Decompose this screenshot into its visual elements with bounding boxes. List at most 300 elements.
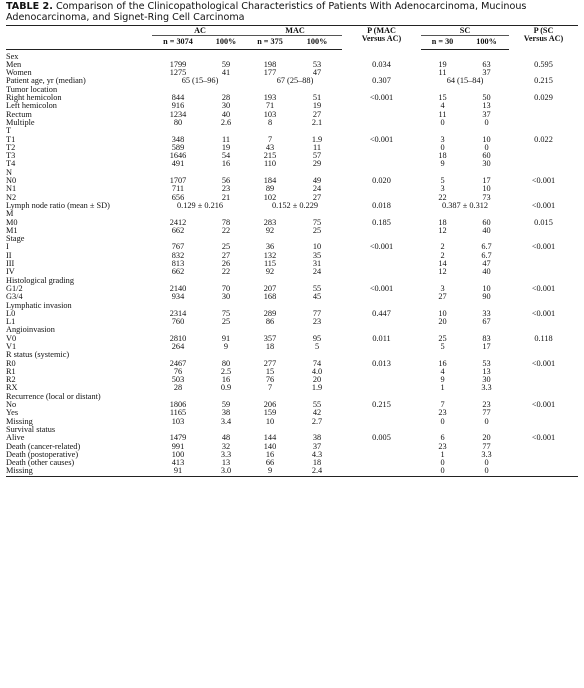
p-mac-value <box>342 252 421 260</box>
row-label: G1/2 <box>6 283 23 293</box>
section-header-row <box>6 426 578 434</box>
ac-count: 934 <box>171 292 185 302</box>
row-label: N2 <box>6 192 17 202</box>
p-mac-value <box>342 418 421 426</box>
ac-percent: 2.6 <box>220 117 232 127</box>
ac-percent: 11 <box>222 134 230 144</box>
mac-count: 15 <box>265 366 275 376</box>
sc-percent: 53 <box>482 358 491 368</box>
sc-percent: 0 <box>484 142 489 152</box>
mac-percent: 57 <box>312 151 322 161</box>
table-row <box>6 360 578 368</box>
header-group-mac: MAC <box>248 26 342 36</box>
sc-count: 3 <box>440 134 445 144</box>
sc-percent: 6.7 <box>481 250 492 260</box>
ac-percent: 3.4 <box>220 416 232 426</box>
sc-count: 15 <box>438 93 447 103</box>
mac-count: 76 <box>265 375 275 385</box>
p-mac-value <box>342 343 421 351</box>
row-label: T3 <box>6 151 16 161</box>
sc-count: 5 <box>440 176 445 186</box>
p-mac-value <box>342 409 421 417</box>
ac-count: 2412 <box>169 217 187 227</box>
ac-count: 1707 <box>169 176 187 186</box>
mac-count: 110 <box>263 159 277 169</box>
section-header-row <box>6 235 578 243</box>
p-sc-value: 0.029 <box>534 93 553 103</box>
table-title: Comparison of the Clinicopathological Characteristics of Patients With Adenocarcinoma, Mucinous Adenocarcinoma, and Signet-Ring Cell Carcinoma <box>6 1 527 23</box>
p-mac-value <box>342 376 421 384</box>
mac-count: 16 <box>265 449 275 459</box>
mac-percent: 2.1 <box>311 117 323 127</box>
row-label: III <box>6 259 15 269</box>
mac-count: 207 <box>263 283 277 293</box>
ac-count: 916 <box>171 101 185 111</box>
header-group-sc: SC <box>421 26 509 36</box>
table-row <box>6 185 578 193</box>
p-mac-value <box>342 318 421 326</box>
ac-count: 264 <box>171 341 185 351</box>
sc-count: 3 <box>440 283 445 293</box>
mac-percent: 37 <box>312 441 322 451</box>
p-sc-value <box>509 467 578 476</box>
p-sc-value: <0.001 <box>531 200 556 210</box>
row-label: Women <box>6 68 32 78</box>
row-label: Rectum <box>6 109 32 119</box>
ac-percent: 25 <box>221 242 231 252</box>
ac-percent: 26 <box>221 259 231 269</box>
table-header <box>6 26 578 50</box>
mac-count: 71 <box>265 101 275 111</box>
sc-percent: 60 <box>482 151 491 161</box>
ac-count: 80 <box>173 117 183 127</box>
mac-count: 206 <box>263 400 277 410</box>
p-sc-value <box>509 459 578 467</box>
mac-percent: 35 <box>312 250 322 260</box>
sc-count: 10 <box>438 308 447 318</box>
sc-count: 9 <box>440 159 445 169</box>
section-label: Recurrence (local or distant) <box>6 391 101 401</box>
mac-count: 144 <box>263 433 277 443</box>
ac-count: 662 <box>171 225 185 235</box>
sc-percent: 17 <box>482 176 491 186</box>
table-row <box>6 268 578 276</box>
row-label: Alive <box>6 433 25 443</box>
p-sc-value <box>509 384 578 392</box>
p-mac-value <box>342 111 421 119</box>
ac-count: 767 <box>171 242 185 252</box>
mac-count: 168 <box>263 292 277 302</box>
header-p-mac <box>342 26 421 50</box>
p-mac-value <box>342 102 421 110</box>
header-n-mac: n = 375 <box>248 36 292 49</box>
section-label: R status (systemic) <box>6 350 70 360</box>
sc-percent: 3.3 <box>481 383 492 393</box>
section-header-row <box>6 169 578 177</box>
ac-percent: 13 <box>221 458 231 468</box>
row-label: V0 <box>6 333 17 343</box>
sc-count: 7 <box>440 400 445 410</box>
p-mac-value <box>342 144 421 152</box>
mac-count: 86 <box>265 317 275 327</box>
header-blank <box>6 26 152 36</box>
header-blank-2 <box>6 36 152 49</box>
ac-percent: 23 <box>221 184 231 194</box>
p-mac-value <box>342 185 421 193</box>
ac-percent: 27 <box>221 250 231 260</box>
table-row <box>6 310 578 318</box>
row-label: M1 <box>6 225 18 235</box>
mac-count: 177 <box>263 68 277 78</box>
mac-percent: 55 <box>312 283 322 293</box>
sc-percent: 77 <box>482 408 491 418</box>
p-mac-value <box>342 152 421 160</box>
sc-count: 2 <box>440 250 445 260</box>
table-row <box>6 418 578 426</box>
mac-percent: 25 <box>312 225 322 235</box>
ac-value: 0.129 ± 0.216 <box>176 200 224 210</box>
p-sc-value <box>509 443 578 451</box>
ac-count: 103 <box>171 416 185 426</box>
p-sc-value <box>509 111 578 119</box>
table-row <box>6 409 578 417</box>
row-label: Yes <box>6 408 19 418</box>
mac-percent: 29 <box>312 159 322 169</box>
header-p-sc-line2: Versus AC) <box>523 34 564 44</box>
section-label: Histological grading <box>6 275 74 285</box>
sc-percent: 77 <box>482 441 491 451</box>
ac-percent: 28 <box>221 93 231 103</box>
ac-count: 503 <box>171 375 185 385</box>
p-sc-value: <0.001 <box>531 176 556 186</box>
table-body <box>6 49 578 476</box>
sc-value: 0.387 ± 0.312 <box>441 200 489 210</box>
table-row <box>6 77 578 85</box>
p-mac-value: 0.307 <box>372 76 391 86</box>
table-row <box>6 451 578 459</box>
p-sc-value <box>509 102 578 110</box>
header-group-ac: AC <box>152 26 248 36</box>
ac-count: 91 <box>173 466 183 476</box>
section-header-row <box>6 86 578 94</box>
table-row <box>6 335 578 343</box>
ac-count: 991 <box>171 441 185 451</box>
section-label: Lymphatic invasion <box>6 300 72 310</box>
table-row <box>6 177 578 185</box>
table-row <box>6 293 578 301</box>
sc-percent: 83 <box>482 333 491 343</box>
header-p-mac-line1: P (MAC <box>367 26 396 35</box>
ac-count: 760 <box>171 317 185 327</box>
sc-percent: 40 <box>482 225 491 235</box>
sc-count: 0 <box>440 117 445 127</box>
mac-percent: 74 <box>312 358 322 368</box>
mac-count: 66 <box>265 458 275 468</box>
sc-count: 3 <box>440 184 445 194</box>
ac-percent: 59 <box>221 400 231 410</box>
ac-count: 2140 <box>169 283 187 293</box>
mac-percent: 2.7 <box>311 416 323 426</box>
p-sc-value: <0.001 <box>531 400 556 410</box>
table-label: TABLE 2. <box>6 1 53 12</box>
ac-count: 844 <box>171 93 185 103</box>
ac-count: 656 <box>171 192 185 202</box>
ac-percent: 9 <box>223 341 229 351</box>
sc-percent: 30 <box>482 375 491 385</box>
mac-count: 193 <box>263 93 277 103</box>
section-header-row <box>6 302 578 310</box>
row-label: Missing <box>6 416 33 426</box>
p-mac-value: <0.001 <box>369 283 394 293</box>
row-label: N1 <box>6 184 17 194</box>
sc-percent: 67 <box>482 317 491 327</box>
p-mac-value: 0.013 <box>372 358 391 368</box>
ac-percent: 70 <box>221 283 231 293</box>
ac-count: 1799 <box>169 59 187 69</box>
p-sc-value: 0.595 <box>534 59 553 69</box>
section-header-row <box>6 277 578 285</box>
p-mac-value: 0.011 <box>372 333 391 343</box>
section-label: Sex <box>6 51 19 61</box>
row-label: M0 <box>6 217 18 227</box>
row-label: L0 <box>6 308 16 318</box>
p-mac-value: 0.447 <box>372 308 391 318</box>
p-mac-value <box>342 293 421 301</box>
sc-percent: 17 <box>482 341 491 351</box>
p-mac-value: 0.005 <box>372 433 391 443</box>
p-mac-value: 0.018 <box>372 200 391 210</box>
mac-count: 215 <box>263 151 277 161</box>
sc-percent: 3.3 <box>481 449 492 459</box>
row-label: Left hemicolon <box>6 101 57 111</box>
row-label: Multiple <box>6 117 35 127</box>
mac-count: 92 <box>265 225 275 235</box>
ac-count: 2314 <box>169 308 187 318</box>
sc-percent: 0 <box>484 117 489 127</box>
table-row <box>6 318 578 326</box>
sc-count: 25 <box>438 333 447 343</box>
ac-percent: 78 <box>221 217 231 227</box>
p-sc-value: <0.001 <box>531 242 556 252</box>
mac-percent: 5 <box>314 341 320 351</box>
sc-count: 2 <box>440 242 445 252</box>
table-row <box>6 136 578 144</box>
mac-value: 0.152 ± 0.229 <box>271 200 319 210</box>
p-mac-value: 0.215 <box>372 400 391 410</box>
p-sc-value: <0.001 <box>531 433 556 443</box>
ac-count: 832 <box>171 250 185 260</box>
header-pct-mac: 100% <box>292 36 342 49</box>
mac-count: 89 <box>265 184 275 194</box>
ac-percent: 40 <box>221 109 231 119</box>
row-label: G3/4 <box>6 292 23 302</box>
mac-percent: 23 <box>312 317 322 327</box>
table-row <box>6 343 578 351</box>
ac-percent: 56 <box>221 176 231 186</box>
table-row <box>6 61 578 69</box>
sc-value: 64 (15–84) <box>446 76 484 86</box>
p-sc-value: 0.215 <box>534 76 553 86</box>
ac-count: 2810 <box>169 333 187 343</box>
ac-count: 1806 <box>169 400 187 410</box>
row-label: T4 <box>6 159 16 169</box>
sc-count: 11 <box>438 68 447 78</box>
p-sc-value <box>509 119 578 127</box>
sc-count: 0 <box>440 458 445 468</box>
mac-count: 8 <box>267 117 273 127</box>
row-label: L1 <box>6 317 16 327</box>
p-sc-value <box>509 418 578 426</box>
sc-count: 27 <box>438 292 447 302</box>
ac-count: 711 <box>171 184 185 194</box>
mac-percent: 18 <box>312 458 322 468</box>
ac-count: 2467 <box>169 358 187 368</box>
table-row <box>6 144 578 152</box>
ac-count: 413 <box>171 458 185 468</box>
sc-percent: 40 <box>482 267 491 277</box>
mac-count: 198 <box>263 59 277 69</box>
row-label: Death (other causes) <box>6 458 75 468</box>
row-label: N0 <box>6 176 17 186</box>
row-label: No <box>6 400 17 410</box>
ac-value: 65 (15–96) <box>181 76 219 86</box>
mac-value: 67 (25–88) <box>276 76 314 86</box>
ac-count: 348 <box>171 134 185 144</box>
table-caption <box>6 1 578 23</box>
sc-percent: 37 <box>482 68 491 78</box>
mac-percent: 27 <box>312 109 322 119</box>
mac-percent: 1.9 <box>311 134 323 144</box>
p-mac-value <box>342 451 421 459</box>
ac-count: 1646 <box>169 151 187 161</box>
mac-count: 159 <box>263 408 277 418</box>
p-sc-value: 0.022 <box>534 134 553 144</box>
sc-percent: 10 <box>482 134 491 144</box>
mac-count: 36 <box>265 242 275 252</box>
sc-count: 0 <box>440 466 445 476</box>
sc-count: 9 <box>440 375 445 385</box>
p-mac-value <box>342 443 421 451</box>
sc-percent: 50 <box>482 93 491 103</box>
ac-count: 662 <box>171 267 185 277</box>
sc-percent: 37 <box>482 109 491 119</box>
header-p-sc-line1: P (SC <box>533 26 554 35</box>
row-label: T2 <box>6 142 16 152</box>
p-sc-value <box>509 268 578 276</box>
p-sc-value <box>509 318 578 326</box>
p-sc-value: <0.001 <box>531 283 556 293</box>
sc-count: 11 <box>438 109 447 119</box>
mac-count: 43 <box>265 142 275 152</box>
table-row <box>6 252 578 260</box>
ac-percent: 16 <box>221 159 231 169</box>
ac-percent: 3.0 <box>220 466 232 476</box>
p-mac-value <box>342 368 421 376</box>
p-mac-value <box>342 459 421 467</box>
header-pct-ac: 100% <box>204 36 248 49</box>
sc-count: 22 <box>438 192 447 202</box>
ac-percent: 54 <box>221 151 231 161</box>
ac-percent: 30 <box>221 292 231 302</box>
sc-percent: 10 <box>482 184 491 194</box>
mac-count: 7 <box>267 134 273 144</box>
ac-count: 28 <box>173 383 183 393</box>
sc-percent: 73 <box>482 192 491 202</box>
mac-count: 10 <box>265 416 275 426</box>
table-row <box>6 443 578 451</box>
header-p-sc <box>509 26 578 50</box>
header-p-mac-line2: Versus AC) <box>361 34 402 44</box>
mac-percent: 75 <box>312 217 322 227</box>
p-mac-value: 0.020 <box>372 176 391 186</box>
mac-percent: 53 <box>312 59 322 69</box>
mac-percent: 24 <box>312 184 322 194</box>
table-row <box>6 467 578 476</box>
sc-count: 12 <box>438 267 447 277</box>
mac-count: 277 <box>263 358 277 368</box>
row-label: Men <box>6 59 22 69</box>
ac-count: 100 <box>171 449 185 459</box>
p-mac-value <box>342 268 421 276</box>
table-row <box>6 260 578 268</box>
ac-count: 1479 <box>169 433 187 443</box>
ac-percent: 48 <box>221 433 231 443</box>
row-label: I <box>6 242 9 252</box>
row-label: Right hemicolon <box>6 93 62 103</box>
section-header-row <box>6 127 578 135</box>
p-sc-value <box>509 152 578 160</box>
mac-count: 18 <box>265 341 275 351</box>
sc-percent: 63 <box>482 59 491 69</box>
mac-percent: 27 <box>312 192 322 202</box>
sc-count: 4 <box>440 101 445 111</box>
mac-count: 7 <box>267 383 273 393</box>
mac-percent: 11 <box>313 142 322 152</box>
sc-percent: 20 <box>482 433 491 443</box>
table-row <box>6 219 578 227</box>
row-label: T1 <box>6 134 16 144</box>
section-label: Angioinvasion <box>6 325 55 335</box>
ac-percent: 41 <box>221 68 231 78</box>
ac-percent: 91 <box>221 333 231 343</box>
row-label: Death (cancer-related) <box>6 441 81 451</box>
p-sc-value: 0.015 <box>534 217 553 227</box>
mac-percent: 95 <box>312 333 322 343</box>
sc-percent: 47 <box>482 259 491 269</box>
mac-percent: 24 <box>312 267 322 277</box>
row-label: V1 <box>6 341 17 351</box>
p-mac-value <box>342 260 421 268</box>
mac-percent: 4.0 <box>311 366 323 376</box>
p-sc-value <box>509 293 578 301</box>
p-sc-value: <0.001 <box>531 358 556 368</box>
p-mac-value: <0.001 <box>369 134 394 144</box>
sc-count: 19 <box>438 59 447 69</box>
ac-percent: 0.9 <box>220 383 232 393</box>
table-row <box>6 160 578 168</box>
row-label: II <box>6 250 12 260</box>
mac-percent: 55 <box>312 400 322 410</box>
sc-percent: 33 <box>482 308 491 318</box>
p-mac-value: <0.001 <box>369 242 394 252</box>
ac-percent: 22 <box>221 225 231 235</box>
table-row <box>6 94 578 102</box>
table-row <box>6 102 578 110</box>
p-sc-value <box>509 227 578 235</box>
sc-percent: 13 <box>482 101 491 111</box>
row-label: Patient age, yr (median) <box>6 76 86 86</box>
table-row <box>6 227 578 235</box>
